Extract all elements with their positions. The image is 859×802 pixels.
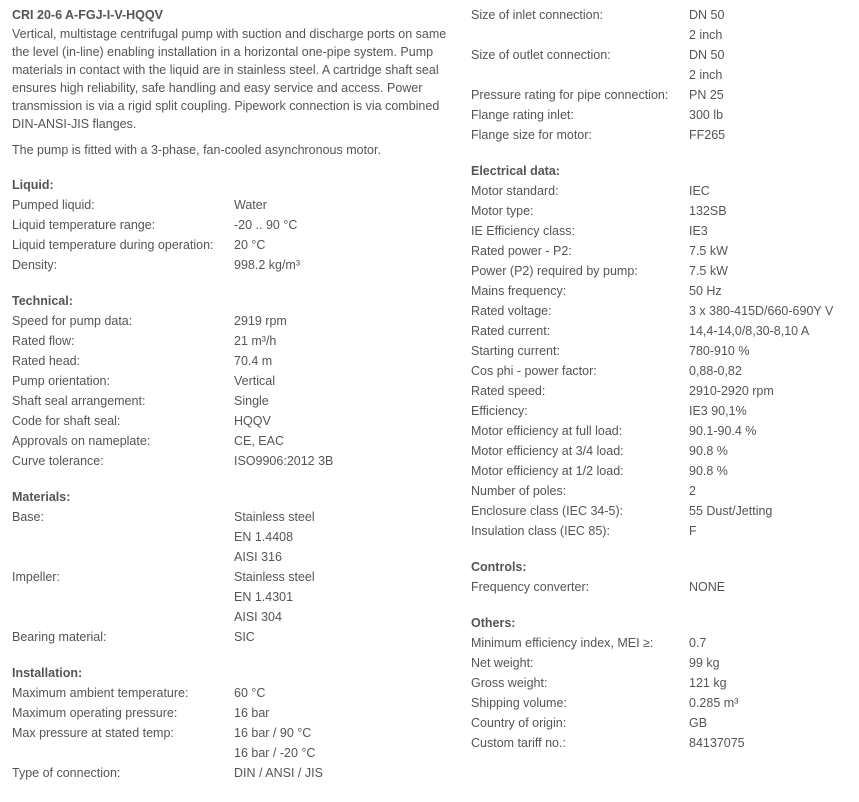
spec-label: Power (P2) required by pump:	[471, 264, 638, 278]
spec-row	[471, 321, 851, 341]
spec-label: Flange size for motor:	[471, 128, 592, 142]
spec-value: 0.7	[689, 636, 707, 650]
spec-row	[471, 713, 851, 733]
spec-values	[689, 201, 727, 221]
spec-values	[689, 441, 728, 461]
spec-row	[12, 627, 452, 647]
spec-value: NONE	[689, 580, 726, 594]
spec-label: Motor efficiency at 1/2 load:	[471, 464, 624, 478]
spec-label: Rated voltage:	[471, 304, 552, 318]
spec-value: 998.2 kg/m³	[234, 258, 301, 272]
spec-row	[471, 125, 851, 145]
section-heading: Installation:	[12, 666, 83, 680]
spec-value: 21 m³/h	[234, 334, 277, 348]
spec-value: PN 25	[689, 88, 724, 102]
spec-label: Gross weight:	[471, 676, 548, 690]
spec-value: 55 Dust/Jetting	[689, 504, 773, 518]
spec-value: DN 50	[689, 8, 725, 22]
spec-values	[234, 311, 287, 331]
spec-value: 0,88-0,82	[689, 364, 742, 378]
spec-value: IE3	[689, 224, 708, 238]
spec-row	[471, 733, 851, 753]
spec-values	[234, 235, 265, 255]
spec-row	[471, 693, 851, 713]
spec-row	[12, 391, 452, 411]
spec-value: 121 kg	[689, 676, 727, 690]
spec-label: Shaft seal arrangement:	[12, 394, 146, 408]
spec-value: IEC	[689, 184, 710, 198]
spec-values	[234, 763, 323, 783]
spec-label: Mains frequency:	[471, 284, 567, 298]
left-spec-sections	[12, 175, 452, 783]
spec-label: Starting current:	[471, 344, 560, 358]
spec-label: Flange rating inlet:	[471, 108, 574, 122]
spec-label: Rated flow:	[12, 334, 75, 348]
spec-label: Motor type:	[471, 204, 534, 218]
spec-label: Motor efficiency at 3/4 load:	[471, 444, 624, 458]
spec-value: 16 bar / 90 °C	[234, 726, 312, 740]
spec-values	[689, 5, 724, 45]
spec-label: Size of inlet connection:	[471, 8, 604, 22]
spec-label: Size of outlet connection:	[471, 48, 611, 62]
spec-row	[471, 181, 851, 201]
section-heading: Others:	[471, 616, 516, 630]
spec-row	[471, 673, 851, 693]
spec-label: Liquid temperature during operation:	[12, 238, 214, 252]
spec-label: Base:	[12, 510, 44, 524]
spec-values	[234, 331, 276, 351]
spec-row	[471, 341, 851, 361]
spec-value: CE, EAC	[234, 434, 285, 448]
spec-value: 14,4-14,0/8,30-8,10 A	[689, 324, 810, 338]
spec-values	[689, 361, 742, 381]
spec-values	[234, 215, 297, 235]
spec-values	[689, 713, 707, 733]
section-heading: Materials:	[12, 490, 71, 504]
spec-label: Curve tolerance:	[12, 454, 104, 468]
spec-values	[234, 723, 315, 763]
spec-row	[12, 703, 452, 723]
spec-value: 2910-2920 rpm	[689, 384, 774, 398]
spec-row	[471, 45, 851, 85]
spec-value: 2 inch	[689, 28, 723, 42]
spec-values	[234, 507, 315, 567]
spec-value: ISO9906:2012 3B	[234, 454, 334, 468]
spec-values	[234, 703, 269, 723]
spec-value: 2	[689, 484, 696, 498]
spec-values	[234, 255, 300, 275]
spec-values	[689, 341, 749, 361]
spec-values	[689, 105, 723, 125]
spec-value: 90.1-90.4 %	[689, 424, 757, 438]
spec-label: Rated power - P2:	[471, 244, 572, 258]
spec-label: Frequency converter:	[471, 580, 590, 594]
spec-row	[12, 507, 452, 567]
spec-value: 16 bar / -20 °C	[234, 746, 316, 760]
spec-value: DN 50	[689, 48, 725, 62]
spec-row	[471, 221, 851, 241]
spec-section-installation	[12, 663, 452, 783]
spec-row	[12, 331, 452, 351]
spec-label: Motor standard:	[471, 184, 559, 198]
spec-label: Maximum operating pressure:	[12, 706, 178, 720]
spec-values	[689, 281, 722, 301]
spec-label: Max pressure at stated temp:	[12, 726, 174, 740]
spec-row	[12, 763, 452, 783]
spec-label: IE Efficiency class:	[471, 224, 575, 238]
spec-label: Enclosure class (IEC 34-5):	[471, 504, 624, 518]
spec-label: Pressure rating for pipe connection:	[471, 88, 669, 102]
spec-label: Insulation class (IEC 85):	[471, 524, 610, 538]
spec-values	[234, 351, 272, 371]
spec-row	[12, 683, 452, 703]
spec-value: 3 x 380-415D/660-690Y V	[689, 304, 834, 318]
spec-value: 90.8 %	[689, 444, 728, 458]
motor-note: The pump is fitted with a 3-phase, fan-cooled asynchronous motor.	[12, 143, 381, 157]
spec-values	[689, 241, 728, 261]
spec-row	[12, 567, 452, 627]
spec-value: 90.8 %	[689, 464, 728, 478]
spec-value: Vertical	[234, 374, 275, 388]
spec-value: -20 .. 90 °C	[234, 218, 298, 232]
spec-row	[471, 653, 851, 673]
spec-row	[471, 261, 851, 281]
spec-label: Efficiency:	[471, 404, 528, 418]
spec-section-materials	[12, 487, 452, 647]
spec-values	[234, 431, 284, 451]
spec-value: Single	[234, 394, 269, 408]
section-heading: Electrical data:	[471, 164, 560, 178]
spec-label: Motor efficiency at full load:	[471, 424, 623, 438]
spec-value: Stainless steel	[234, 570, 315, 584]
spec-value: HQQV	[234, 414, 271, 428]
spec-values	[234, 411, 271, 431]
section-heading: Liquid:	[12, 178, 54, 192]
spec-row	[471, 481, 851, 501]
spec-value: FF265	[689, 128, 726, 142]
spec-values	[689, 125, 725, 145]
spec-values	[234, 195, 267, 215]
spec-value: DIN / ANSI / JIS	[234, 766, 323, 780]
spec-values	[234, 683, 265, 703]
spec-label: Impeller:	[12, 570, 60, 584]
spec-values	[689, 501, 772, 521]
spec-section-technical	[12, 291, 452, 471]
spec-row	[471, 401, 851, 421]
spec-row	[471, 361, 851, 381]
spec-value: 7.5 kW	[689, 244, 728, 258]
spec-values	[689, 633, 706, 653]
spec-label: Code for shaft seal:	[12, 414, 121, 428]
section-heading: Technical:	[12, 294, 73, 308]
spec-label: Bearing material:	[12, 630, 107, 644]
spec-row	[471, 381, 851, 401]
spec-row	[471, 85, 851, 105]
spec-value: 2919 rpm	[234, 314, 287, 328]
spec-label: Minimum efficiency index, MEI ≥:	[471, 636, 654, 650]
spec-label: Speed for pump data:	[12, 314, 133, 328]
right-column	[471, 5, 851, 753]
spec-row	[471, 633, 851, 653]
product-title: CRI 20-6 A-FGJ-I-V-HQQV	[12, 8, 163, 22]
spec-label: Number of poles:	[471, 484, 567, 498]
spec-value: 780-910 %	[689, 344, 750, 358]
spec-row	[471, 441, 851, 461]
spec-value: 20 °C	[234, 238, 266, 252]
spec-row	[12, 351, 452, 371]
spec-value: 99 kg	[689, 656, 720, 670]
spec-values	[689, 693, 738, 713]
spec-row	[471, 577, 851, 597]
spec-value: 300 lb	[689, 108, 724, 122]
spec-label: Custom tariff no.:	[471, 736, 566, 750]
spec-row	[471, 105, 851, 125]
product-description: Vertical, multistage centrifugal pump with suction and discharge ports on same the level (in-line) enabling installation in a horizontal one-pipe system. Pump materials in contact with the liquid are in stainless steel. A cartridge shaft seal ensures high reliability, safe handling and easy service and access. Power transmission is via a rigid split coupling. Pipework connection is via combined DIN-ANSI-JIS flanges.	[12, 27, 447, 131]
spec-label: Rated current:	[471, 324, 551, 338]
spec-values	[689, 301, 833, 321]
spec-label: Approvals on nameplate:	[12, 434, 151, 448]
spec-values	[689, 45, 724, 85]
spec-row	[12, 235, 452, 255]
spec-label: Maximum ambient temperature:	[12, 686, 189, 700]
spec-row	[471, 521, 851, 541]
spec-value: EN 1.4408	[234, 530, 294, 544]
spec-value: 0.285 m³	[689, 696, 739, 710]
spec-values	[234, 371, 275, 391]
spec-row	[12, 451, 452, 471]
spec-value: AISI 304	[234, 610, 282, 624]
spec-section-liquid	[12, 175, 452, 275]
spec-values	[689, 181, 710, 201]
spec-section-connections	[471, 5, 851, 145]
spec-value: AISI 316	[234, 550, 282, 564]
spec-label: Country of origin:	[471, 716, 567, 730]
spec-values	[234, 627, 255, 647]
spec-value: 132SB	[689, 204, 727, 218]
spec-section-controls	[471, 557, 851, 597]
spec-values	[234, 451, 333, 471]
spec-values	[689, 85, 724, 105]
spec-label: Type of connection:	[12, 766, 121, 780]
spec-label: Liquid temperature range:	[12, 218, 156, 232]
spec-row	[12, 311, 452, 331]
spec-values	[689, 221, 708, 241]
spec-label: Net weight:	[471, 656, 534, 670]
spec-value: EN 1.4301	[234, 590, 294, 604]
spec-value: 50 Hz	[689, 284, 722, 298]
spec-row	[471, 461, 851, 481]
spec-values	[689, 733, 745, 753]
spec-row	[12, 371, 452, 391]
spec-row	[12, 411, 452, 431]
spec-value: Water	[234, 198, 267, 212]
spec-value: F	[689, 524, 697, 538]
spec-value: GB	[689, 716, 708, 730]
spec-row	[471, 421, 851, 441]
spec-row	[12, 431, 452, 451]
spec-value: Stainless steel	[234, 510, 315, 524]
spec-value: 84137075	[689, 736, 745, 750]
spec-label: Pump orientation:	[12, 374, 110, 388]
spec-value: 16 bar	[234, 706, 270, 720]
spec-row	[471, 201, 851, 221]
spec-row	[471, 5, 851, 45]
spec-values	[689, 381, 774, 401]
spec-values	[689, 673, 727, 693]
right-spec-sections	[471, 5, 851, 753]
spec-value: SIC	[234, 630, 255, 644]
spec-value: 2 inch	[689, 68, 723, 82]
spec-value: IE3 90,1%	[689, 404, 747, 418]
spec-label: Shipping volume:	[471, 696, 567, 710]
spec-value: 70.4 m	[234, 354, 273, 368]
spec-row	[12, 255, 452, 275]
spec-values	[689, 461, 728, 481]
spec-values	[234, 391, 269, 411]
section-heading: Controls:	[471, 560, 527, 574]
spec-values	[689, 401, 747, 421]
spec-section-others	[471, 613, 851, 753]
spec-values	[689, 481, 696, 501]
spec-value: 60 °C	[234, 686, 266, 700]
spec-section-electrical-data	[471, 161, 851, 541]
spec-row	[12, 723, 452, 763]
spec-row	[471, 501, 851, 521]
spec-values	[689, 653, 720, 673]
spec-values	[689, 321, 809, 341]
spec-values	[234, 567, 315, 627]
spec-label: Cos phi - power factor:	[471, 364, 597, 378]
left-column	[12, 5, 452, 783]
spec-row	[471, 281, 851, 301]
spec-row	[471, 241, 851, 261]
spec-values	[689, 577, 725, 597]
spec-label: Rated head:	[12, 354, 81, 368]
spec-row	[12, 215, 452, 235]
spec-row	[471, 301, 851, 321]
spec-label: Rated speed:	[471, 384, 546, 398]
spec-values	[689, 261, 728, 281]
spec-label: Density:	[12, 258, 58, 272]
spec-label: Pumped liquid:	[12, 198, 95, 212]
spec-values	[689, 521, 697, 541]
spec-row	[12, 195, 452, 215]
spec-value: 7.5 kW	[689, 264, 728, 278]
spec-values	[689, 421, 756, 441]
